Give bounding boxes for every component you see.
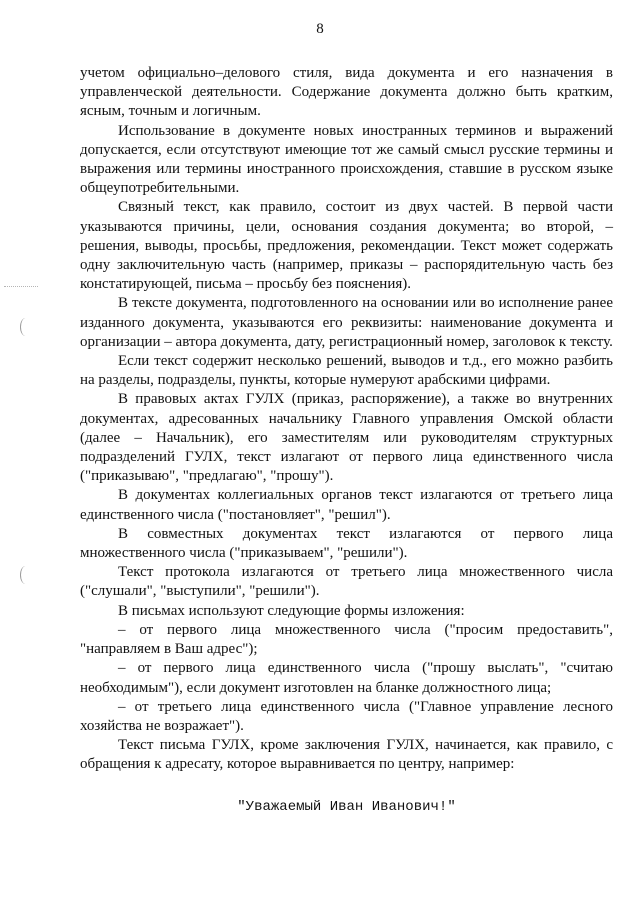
paragraph-letter-forms-intro: В письмах используют следующие формы изложения: xyxy=(118,602,465,619)
paragraph-collegial-documents: В документах коллегиальных органов текст излагаются от третьего лица единственного числа ("постановляет", "решил"). xyxy=(80,487,613,523)
paragraph-legal-acts: В правовых актах ГУЛХ (приказ, распоряжение), а также во внутренних документах, адресованных начальнику Главного управления Омской области (далее – Начальник), его заместителям или руководителям структурных подразделений ГУЛХ, текст излагают от первого лица единственного числа ("приказываю", "предлагаю", "прошу"). xyxy=(80,391,613,485)
paragraph-sections: Если текст содержит несколько решений, выводов и т.д., его можно разбить на разделы, подразделы, пункты, которые нумеруют арабскими цифрами. xyxy=(80,353,613,389)
paragraph-foreign-terms: Использование в документе новых иностранных терминов и выражений допускается, если отсутствуют имеющие тот же самый смысл русские термины и выражения или термины иностранного происхождения, ставшие в русском языке общеупотребительными. xyxy=(80,122,613,197)
list-item-third-person-singular: – от третьего лица единственного числа ("Главное управление лесного хозяйства не возражает"). xyxy=(80,698,613,734)
paragraph-text-structure: Связный текст, как правило, состоит из двух частей. В первой части указываются причины, цели, основания создания документа; во второй, – решения, выводы, просьбы, предложения, рекомендации. Текст может содержать одну заключительную часть (например, приказы – распорядительную часть без констатирующей, письма – просьбу без пояснения). xyxy=(80,199,613,293)
paragraph-letter-greeting-rule: Текст письма ГУЛХ, кроме заключения ГУЛХ, начинается, как правило, с обращения к адресату, которое выравнивается по центру, например: xyxy=(80,737,613,773)
list-item-first-person-singular: – от первого лица единственного числа ("прошу выслать", "считаю необходимым"), если документ изготовлен на бланке должностного лица; xyxy=(80,660,613,696)
binding-hole-mark xyxy=(20,566,31,584)
page-number: 8 xyxy=(316,21,324,37)
binding-hole-mark xyxy=(20,318,31,336)
paragraph-protocol: Текст протокола излагаются от третьего лица множественного числа ("слушали", "выступили", "решили"). xyxy=(80,564,613,600)
list-item-first-person-plural: – от первого лица множественного числа ("просим предоставить", "направляем в Ваш адрес"); xyxy=(80,621,613,658)
paragraph-joint-documents: В совместных документах текст излагаются от первого лица множественного числа ("приказываем", "решили"). xyxy=(80,525,613,562)
paragraph-style-continuation: учетом официально–делового стиля, вида документа и его назначения в управленческой деятельности. Содержание документа должно быть кратким, ясным, точным и логичным. xyxy=(80,65,613,120)
greeting-example: "Уважаемый Иван Иванович!" xyxy=(237,798,456,815)
scan-artifact-line xyxy=(4,286,38,287)
document-body xyxy=(80,64,613,817)
paragraph-document-requisites: В тексте документа, подготовленного на основании или во исполнение ранее изданного документа, указываются его реквизиты: наименование документа и организации – автора документа, дату, регистрационный номер, заголовок к тексту. xyxy=(80,295,613,350)
